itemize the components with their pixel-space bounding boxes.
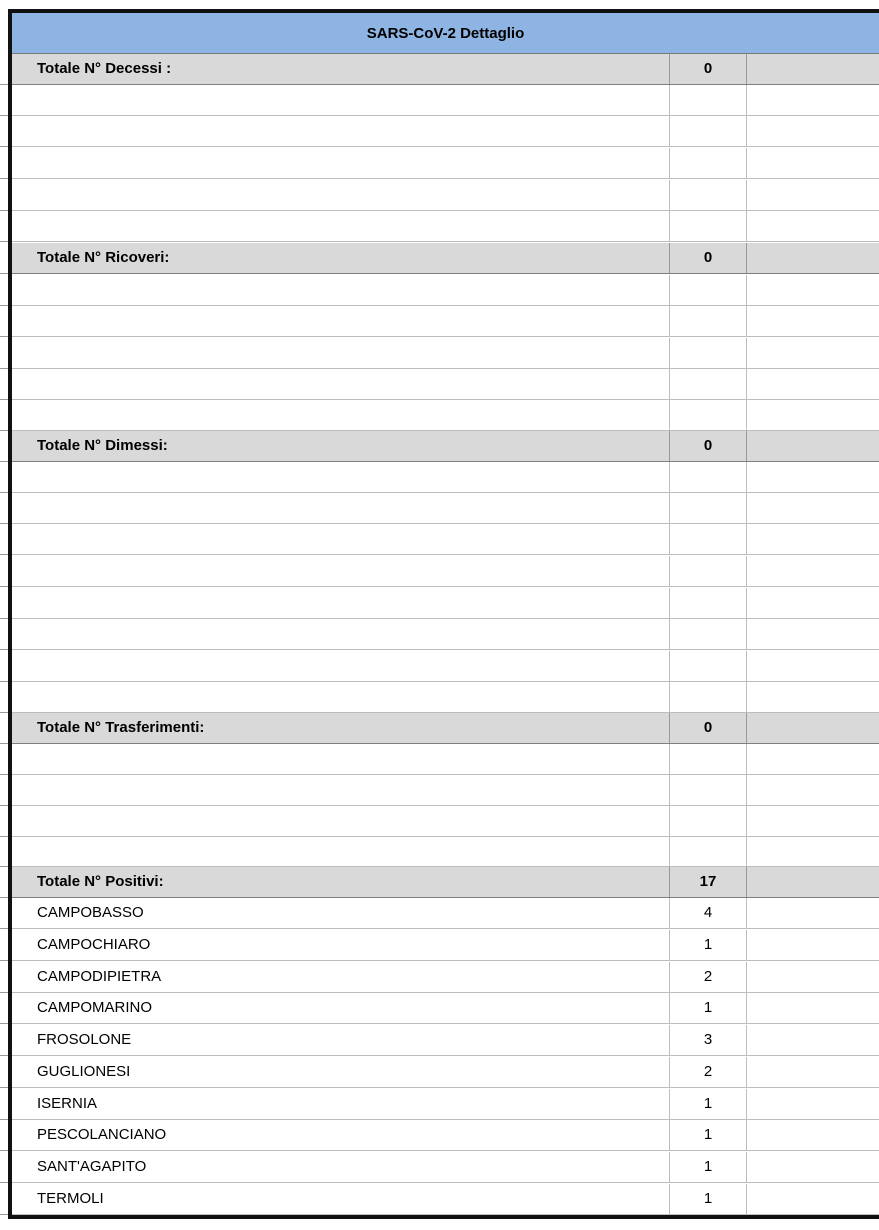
empty-row[interactable] xyxy=(12,775,879,806)
row-edge-ticks xyxy=(0,0,8,1230)
section-label: Totale N° Positivi: xyxy=(37,873,164,890)
municipality-name: TERMOLI xyxy=(37,1190,104,1207)
section-total: 0 xyxy=(669,713,747,743)
empty-row[interactable] xyxy=(12,180,879,211)
positive-count: 1 xyxy=(669,993,747,1023)
row-edge-tick xyxy=(0,1055,8,1056)
empty-cell xyxy=(669,369,747,399)
empty-row[interactable] xyxy=(12,275,879,306)
empty-row[interactable] xyxy=(12,400,879,431)
table-row[interactable] xyxy=(12,1057,879,1088)
empty-row[interactable] xyxy=(12,619,879,650)
positive-count: 1 xyxy=(669,1089,747,1119)
row-edge-tick xyxy=(0,461,8,462)
empty-cell xyxy=(669,338,747,368)
municipality-name: CAMPOCHIARO xyxy=(37,936,151,953)
section-header-decessi[interactable] xyxy=(12,54,879,85)
section-label: Totale N° Dimessi: xyxy=(37,437,168,454)
positive-count: 1 xyxy=(669,930,747,960)
table-row[interactable] xyxy=(12,1152,879,1183)
empty-row[interactable] xyxy=(12,306,879,337)
empty-cell xyxy=(669,806,747,836)
empty-cell xyxy=(669,275,747,305)
empty-cell xyxy=(669,744,747,774)
table-row[interactable] xyxy=(12,1184,879,1215)
table-title: SARS-CoV-2 Dettaglio xyxy=(12,13,879,54)
section-total: 17 xyxy=(669,867,747,897)
row-edge-tick xyxy=(0,1023,8,1024)
table-border-top xyxy=(8,9,879,13)
municipality-name: FROSOLONE xyxy=(37,1031,132,1048)
table-row[interactable] xyxy=(12,962,879,993)
municipality-name: ISERNIA xyxy=(37,1095,98,1112)
row-edge-tick xyxy=(0,305,8,306)
row-edge-tick xyxy=(0,1182,8,1183)
table-border-left xyxy=(8,9,12,1219)
row-edge-tick xyxy=(0,805,8,806)
empty-row[interactable] xyxy=(12,338,879,369)
empty-row[interactable] xyxy=(12,651,879,682)
empty-cell xyxy=(669,524,747,554)
section-total: 0 xyxy=(669,54,747,84)
row-edge-tick xyxy=(0,681,8,682)
positive-count: 2 xyxy=(669,1057,747,1087)
empty-row[interactable] xyxy=(12,462,879,493)
empty-cell xyxy=(669,588,747,618)
table-row[interactable] xyxy=(12,898,879,929)
section-total: 0 xyxy=(669,431,747,461)
row-edge-tick xyxy=(0,960,8,961)
municipality-name: PESCOLANCIANO xyxy=(37,1126,167,1143)
row-edge-tick xyxy=(0,554,8,555)
empty-row[interactable] xyxy=(12,806,879,837)
row-edge-tick xyxy=(0,523,8,524)
section-header-positivi[interactable] xyxy=(12,867,879,898)
table-row[interactable] xyxy=(12,1025,879,1056)
row-edge-tick xyxy=(0,336,8,337)
row-edge-tick xyxy=(0,146,8,147)
empty-row[interactable] xyxy=(12,556,879,587)
empty-cell xyxy=(669,836,747,866)
empty-row[interactable] xyxy=(12,836,879,867)
row-edge-tick xyxy=(0,178,8,179)
empty-cell xyxy=(669,400,747,430)
positive-count: 2 xyxy=(669,962,747,992)
positive-count: 3 xyxy=(669,1025,747,1055)
empty-cell xyxy=(669,775,747,805)
municipality-name: SANT'AGAPITO xyxy=(37,1158,147,1175)
municipality-name: GUGLIONESI xyxy=(37,1063,131,1080)
row-edge-tick xyxy=(0,492,8,493)
empty-row[interactable] xyxy=(12,493,879,524)
positive-count: 4 xyxy=(669,898,747,928)
row-edge-tick xyxy=(0,774,8,775)
positive-count: 1 xyxy=(669,1120,747,1150)
empty-row[interactable] xyxy=(12,211,879,242)
row-edge-tick xyxy=(0,928,8,929)
table-row[interactable] xyxy=(12,993,879,1024)
row-edge-tick xyxy=(0,586,8,587)
municipality-name: CAMPODIPIETRA xyxy=(37,968,162,985)
section-label: Totale N° Ricoveri: xyxy=(37,249,170,266)
empty-row[interactable] xyxy=(12,148,879,179)
empty-cell xyxy=(669,211,747,241)
table-row[interactable] xyxy=(12,930,879,961)
table-row[interactable] xyxy=(12,1089,879,1120)
section-header-trasferimenti[interactable] xyxy=(12,713,879,744)
empty-row[interactable] xyxy=(12,524,879,555)
empty-row[interactable] xyxy=(12,116,879,147)
empty-row[interactable] xyxy=(12,85,879,116)
empty-row[interactable] xyxy=(12,744,879,775)
empty-row[interactable] xyxy=(12,369,879,400)
row-edge-tick xyxy=(0,866,8,867)
empty-row[interactable] xyxy=(12,588,879,619)
row-edge-tick xyxy=(0,897,8,898)
empty-cell xyxy=(669,556,747,586)
row-edge-tick xyxy=(0,743,8,744)
row-edge-tick xyxy=(0,836,8,837)
row-edge-tick xyxy=(0,399,8,400)
row-edge-tick xyxy=(0,1087,8,1088)
table-row[interactable] xyxy=(12,1120,879,1151)
section-label: Totale N° Decessi : xyxy=(37,60,172,77)
row-edge-tick xyxy=(0,618,8,619)
empty-cell xyxy=(669,306,747,336)
section-header-dimessi[interactable] xyxy=(12,431,879,462)
row-edge-tick xyxy=(0,1214,8,1215)
empty-cell xyxy=(669,619,747,649)
row-edge-tick xyxy=(0,210,8,211)
row-edge-tick xyxy=(0,649,8,650)
positive-count: 1 xyxy=(669,1152,747,1182)
section-label: Totale N° Trasferimenti: xyxy=(37,719,205,736)
row-edge-tick xyxy=(0,115,8,116)
row-edge-tick xyxy=(0,712,8,713)
positive-count: 1 xyxy=(669,1184,747,1214)
row-edge-tick xyxy=(0,84,8,85)
empty-cell xyxy=(669,116,747,146)
empty-cell xyxy=(669,682,747,712)
empty-cell xyxy=(669,180,747,210)
municipality-name: CAMPOMARINO xyxy=(37,999,153,1016)
municipality-name: CAMPOBASSO xyxy=(37,904,144,921)
row-edge-tick xyxy=(0,992,8,993)
row-edge-tick xyxy=(0,1150,8,1151)
table-border-bottom xyxy=(8,1215,879,1219)
row-edge-tick xyxy=(0,1119,8,1120)
row-edge-tick xyxy=(0,430,8,431)
row-edge-tick xyxy=(0,368,8,369)
row-edge-tick xyxy=(0,273,8,274)
empty-row[interactable] xyxy=(12,682,879,713)
empty-cell xyxy=(669,651,747,681)
empty-cell xyxy=(669,85,747,115)
section-total: 0 xyxy=(669,243,747,273)
empty-cell xyxy=(669,462,747,492)
row-edge-tick xyxy=(0,241,8,242)
section-header-ricoveri[interactable] xyxy=(12,243,879,274)
empty-cell xyxy=(669,148,747,178)
empty-cell xyxy=(669,493,747,523)
